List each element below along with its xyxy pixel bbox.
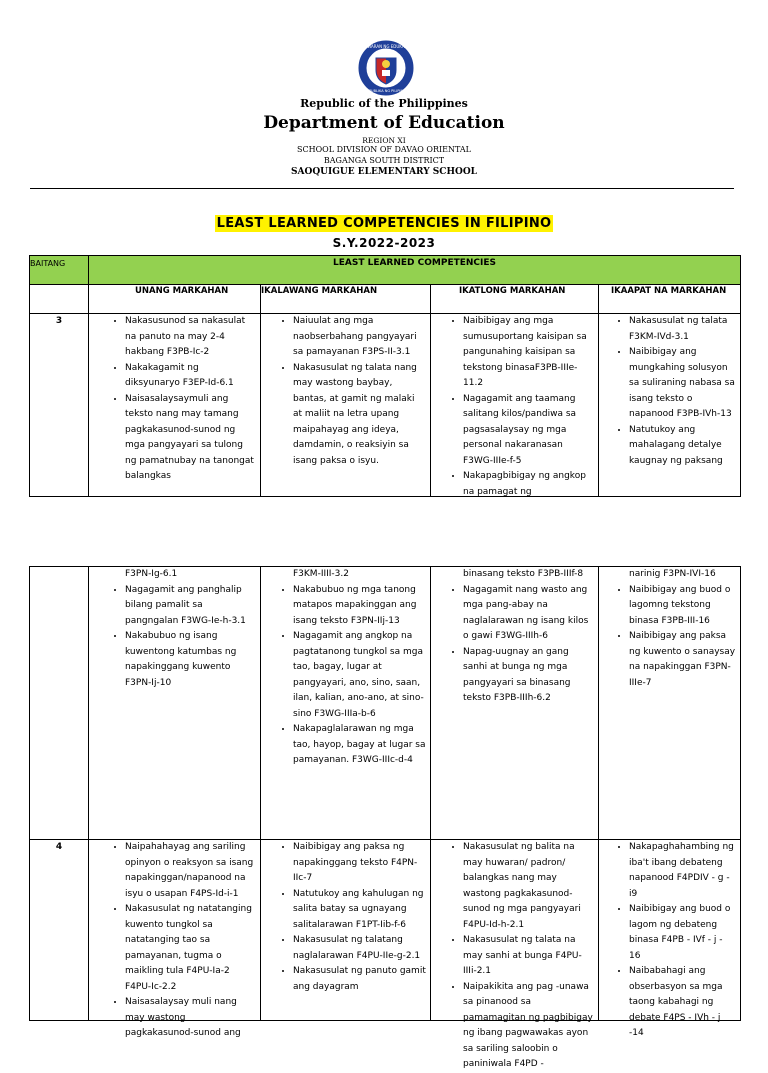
list-item: • Naibibigay ang mga sumusuportang kaisipan sa pangunahing kaisipan sa tekstong binasaF3PB-IIIe-11.2	[463, 314, 594, 392]
competency-cell-q1	[89, 567, 261, 840]
document-title-text: LEAST LEARNED COMPETENCIES IN FILIPINO	[216, 216, 552, 231]
list-item: • Nakasusulat ng talata nang may wastong baybay, bantas, at gamit ng malaki at maliit na letra upang maipahayag ang ideya, damdamin, o reaksiyin sa isang paksa o isyu.	[293, 361, 426, 470]
competency-cell-q1	[89, 314, 261, 497]
quarter-1-header: UNANG MARKAHAN	[89, 285, 261, 314]
list-item: • Nagagamit ang taamang salitang kilos/pandiwa sa pagsasalaysay ng mga personal nakaranasan F3WG-IIIe-f-5	[463, 392, 594, 470]
list-item: • Natutukoy ang mahalagang detalye kaugnay ng paksang	[629, 423, 736, 470]
competency-cell-q3	[431, 567, 599, 840]
list-item: • Nakasusulat ng panuto gamit ang dayagram	[293, 964, 426, 995]
list-item: • Nakasusulat ng balita na may huwaran/ padron/ balangkas nang may wastong pagkakasunod-sunod ng mga pangyayari F4PU-Id-h-2.1	[463, 840, 594, 933]
competency-cell-q2	[261, 840, 431, 1021]
continued-text: F3KM-IIII-3.2	[293, 569, 349, 579]
list-item: • Naibibigay ang paksa ng kuwento o sanaysay na napakinggan F3PN-IIIe-7	[629, 629, 736, 691]
competency-table-part2	[29, 566, 741, 1069]
deped-seal-icon	[358, 40, 414, 96]
seal-bottom-text: REPUBLIKA NG PILIPINAS	[364, 89, 408, 93]
seal-top-text: KAGAWARAN NG EDUKASYON	[356, 44, 416, 49]
list-item: • Nakakagamit ng diksyunaryo F3EP-Id-6.1	[125, 361, 256, 392]
list-item: • Nakapaghahambing ng iba't ibang debateng napanood F4PDIV - g - i9	[629, 840, 736, 902]
list-item: • Naibabahagi ang obserbasyon sa mga taong kabahagi ng debate F4PS - IVh - j -14	[629, 964, 736, 1042]
quarter-header-row	[30, 285, 741, 314]
list-item: • Naipakikita ang pag -unawa sa pinanood sa pamamagitan ng pagbibigay ng ibang pagwawakas ayon sa sariling saloobin o paniniwala F4PD -	[463, 980, 594, 1073]
list-item: • Nakapaglalarawan ng mga tao, hayop, bagay at lugar sa pamayanan. F3WG-IIIc-d-4	[293, 722, 426, 769]
group-header: LEAST LEARNED COMPETENCIES	[89, 256, 741, 285]
table-row	[30, 840, 741, 1021]
continued-text: F3PN-Ig-6.1	[125, 569, 178, 579]
table-row	[30, 567, 741, 840]
competency-cell-q4	[599, 840, 741, 1038]
continued-text: binasang teksto F3PB-IIIf-8	[463, 569, 584, 579]
school-year: S.Y.2022-2023	[332, 236, 436, 250]
grade-cell: 3	[30, 314, 89, 497]
list-item: • Naibibigay ang mungkahing solusyon sa suliraning nabasa sa isang teksto o napanood F3PB-IVh-13	[629, 345, 736, 423]
list-item: • Nakapagbibigay ng angkop na pamagat ng	[463, 469, 594, 500]
list-item: • Nakabubuo ng mga tanong matapos mapakinggan ang isang teksto F3PN-IIj-13	[293, 583, 426, 630]
list-item: • Naisasalaysaymuli ang teksto nang may tamang pagkakasunod-sunod ng mga pangyayari sa tulong ng pamatnubay na tanongat balangkas	[125, 392, 256, 485]
school-line: SAOQUIGUE ELEMENTARY SCHOOL	[291, 167, 477, 177]
list-item: • Nakasusunod sa nakasulat na panuto na may 2-4 hakbang F3PB-Ic-2	[125, 314, 256, 361]
list-item: • Naibibigay ang paksa ng napakinggang teksto F4PN-IIc-7	[293, 840, 426, 887]
list-item: • Napag-uugnay an gang sanhi at bunga ng mga pangyayari sa binasang teksto F3PB-IIIh-6.2	[463, 645, 594, 707]
list-item: • Natutukoy ang kahulugan ng salita batay sa ugnayang salitalarawan F1PT-Iib-f-6	[293, 887, 426, 934]
list-item: • Nagagamit ang angkop na pagtatanong tungkol sa mga tao, bagay, lugar at pangyayari, ano, sino, saan, ilan, kalian, ano-ano, at sino-sino F3WG-IIIa-b-6	[293, 629, 426, 722]
competency-cell-q2	[261, 567, 431, 840]
competency-cell-q1	[89, 840, 261, 1038]
grade-cell: 4	[30, 840, 89, 1021]
quarter-4-header: IKAAPAT NA MARKAHAN	[599, 285, 741, 314]
baitang-header: BAITANG	[30, 256, 89, 285]
competency-cell-q4	[599, 567, 741, 840]
quarter-2-header: IKALAWANG MARKAHAN	[261, 285, 431, 314]
document-title	[0, 212, 768, 231]
list-item: • Naiuulat ang mga naobserbahang pangyayari sa pamayanan F3PS-II-3.1	[293, 314, 426, 361]
list-item: • Naibibigay ang buod o lagom ng debateng binasa F4PB - IVf - j - 16	[629, 902, 736, 964]
region-line: REGION XI	[362, 136, 406, 145]
competency-cell-q2	[261, 314, 431, 497]
competency-table-part1	[29, 255, 741, 497]
table-row	[30, 314, 741, 497]
list-item: • Nagagamit nang wasto ang mga pang-abay na naglalarawan ng isang kilos o gawi F3WG-IIIh-6	[463, 583, 594, 645]
district-line: BAGANGA SOUTH DISTRICT	[323, 156, 445, 165]
list-item: • Nagagamit ang panghalip bilang pamalit sa pangngalan F3WG-Ie-h-3.1	[125, 583, 256, 630]
list-item: • Nakasusulat ng talatang naglalarawan F4PU-IIe-g-2.1	[293, 933, 426, 964]
list-item: • Naipahahayag ang sariling opinyon o reaksyon sa isang napakinggan/napanood na isyu o usapan F4PS-Id-i-1	[125, 840, 256, 902]
quarter-3-header: IKATLONG MARKAHAN	[431, 285, 599, 314]
competency-cell-q4	[599, 314, 741, 497]
republic-line: Republic of the Philippines	[300, 97, 468, 110]
header-divider	[30, 188, 734, 189]
list-item: • Naibibigay ang buod o lagomng tekstong binasa F3PB-III-16	[629, 583, 736, 630]
division-line: SCHOOL DIVISION OF DAVAO ORIENTAL	[297, 145, 471, 154]
continued-text: narinig F3PN-IVI-16	[629, 569, 716, 579]
competency-cell-q3	[431, 314, 599, 497]
list-item: • Nakasusulat ng talata F3KM-IVd-3.1	[629, 314, 736, 345]
list-item: • Nakabubuo ng isang kuwentong katumbas ng napakinggang kuwento F3PN-Ij-10	[125, 629, 256, 691]
grade-cell-empty	[30, 567, 89, 840]
list-item: • Nakasusulat ng talata na may sanhi at bunga F4PU-IIIi-2.1	[463, 933, 594, 980]
empty-header-cell	[30, 285, 89, 314]
competency-cell-q3	[431, 840, 599, 1069]
list-item: • Naisasalaysay muli nang may wastong pagkakasunod-sunod ang	[125, 995, 256, 1042]
table-header-row	[30, 256, 741, 285]
department-line: Department of Education	[263, 113, 505, 133]
list-item: • Nakasusulat ng natatanging kuwento tungkol sa natatanging tao sa pamayanan, tugma o maikling tula F4PU-Ia-2 F4PU-Ic-2.2	[125, 902, 256, 995]
